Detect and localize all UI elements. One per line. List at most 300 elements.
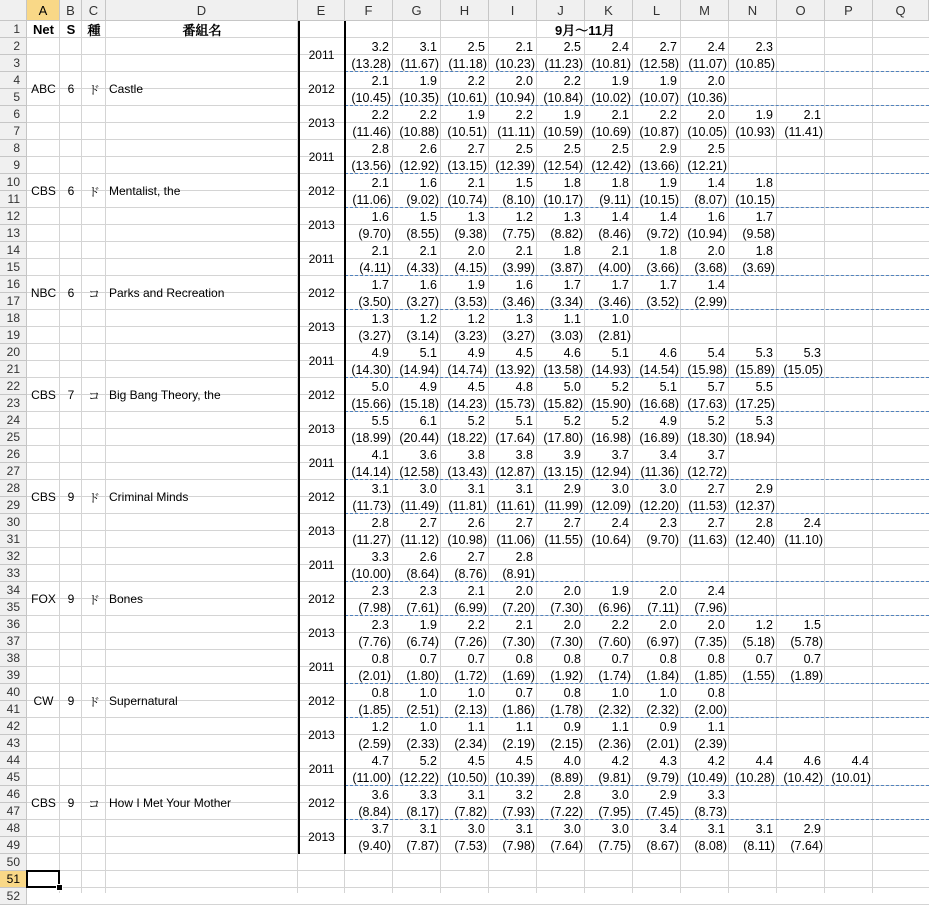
viewers-value: (15.98) xyxy=(687,362,727,377)
column-header-q[interactable]: Q xyxy=(873,0,929,21)
rating-value: 0.7 xyxy=(611,651,629,666)
row-header[interactable]: 32 xyxy=(0,548,27,565)
rating-value: 0.8 xyxy=(515,651,533,666)
rating-value: 2.7 xyxy=(419,515,437,530)
rating-value: 3.7 xyxy=(707,447,725,462)
row-header[interactable]: 17 xyxy=(0,293,27,310)
rating-value: 1.9 xyxy=(467,277,485,292)
row-header[interactable]: 2 xyxy=(0,38,27,55)
rating-value: 1.2 xyxy=(467,311,485,326)
network-name: ABC xyxy=(31,82,56,96)
rating-value: 4.4 xyxy=(755,753,773,768)
rating-value: 1.6 xyxy=(371,209,389,224)
season-year: 2012 xyxy=(308,796,335,810)
rating-value: 4.6 xyxy=(803,753,821,768)
viewers-value: (11.23) xyxy=(544,56,583,71)
rating-value: 1.9 xyxy=(419,617,437,632)
rating-value: 5.2 xyxy=(563,413,581,428)
rating-value: 3.1 xyxy=(467,787,485,802)
viewers-value: (7.20) xyxy=(502,600,535,615)
row-header[interactable]: 34 xyxy=(0,582,27,599)
row-header[interactable]: 46 xyxy=(0,786,27,803)
rating-value: 3.3 xyxy=(419,787,437,802)
season-year: 2013 xyxy=(308,830,335,844)
rating-value: 2.1 xyxy=(803,107,821,122)
row-header[interactable]: 26 xyxy=(0,446,27,463)
rating-value: 2.2 xyxy=(371,107,389,122)
viewers-value: (11.12) xyxy=(400,532,439,547)
rating-value: 2.5 xyxy=(515,141,533,156)
rating-value: 4.8 xyxy=(515,379,533,394)
row-header[interactable]: 8 xyxy=(0,140,27,157)
viewers-value: (12.58) xyxy=(399,464,439,479)
row-header[interactable]: 5 xyxy=(0,89,27,106)
row-header[interactable]: 39 xyxy=(0,667,27,684)
rating-value: 1.6 xyxy=(707,209,725,224)
row-header[interactable]: 11 xyxy=(0,191,27,208)
row-header[interactable]: 48 xyxy=(0,820,27,837)
column-header-g[interactable]: G xyxy=(393,0,441,21)
viewers-value: (2.13) xyxy=(454,702,487,717)
rating-value: 2.1 xyxy=(611,107,629,122)
rating-value: 2.8 xyxy=(515,549,533,564)
rating-value: 1.1 xyxy=(611,719,629,734)
rating-value: 3.7 xyxy=(611,447,629,462)
column-header-f[interactable]: F xyxy=(345,0,393,21)
column-header-p[interactable]: P xyxy=(825,0,873,21)
viewers-value: (16.98) xyxy=(591,430,631,445)
rating-value: 3.0 xyxy=(467,821,485,836)
program-name: How I Met Your Mother xyxy=(109,796,232,810)
rating-value: 1.8 xyxy=(659,243,677,258)
viewers-value: (8.46) xyxy=(598,226,631,241)
viewers-value: (7.60) xyxy=(598,634,631,649)
rating-value: 1.7 xyxy=(755,209,773,224)
viewers-value: (6.97) xyxy=(646,634,679,649)
viewers-value: (6.99) xyxy=(454,600,487,615)
rating-value: 5.2 xyxy=(467,413,485,428)
viewers-value: (11.41) xyxy=(784,124,823,139)
viewers-value: (10.93) xyxy=(735,124,775,139)
rating-value: 5.4 xyxy=(707,345,725,360)
row-header[interactable]: 13 xyxy=(0,225,27,242)
viewers-value: (8.17) xyxy=(406,804,439,819)
rating-value: 2.9 xyxy=(755,481,773,496)
rating-value: 4.9 xyxy=(371,345,389,360)
row-header[interactable]: 7 xyxy=(0,123,27,140)
column-header-m[interactable]: M xyxy=(681,0,729,21)
rating-value: 3.3 xyxy=(707,787,725,802)
column-header-j[interactable]: J xyxy=(537,0,585,21)
viewers-value: (18.94) xyxy=(735,430,775,445)
rating-value: 5.1 xyxy=(515,413,533,428)
row-header[interactable]: 21 xyxy=(0,361,27,378)
rating-value: 2.1 xyxy=(515,243,533,258)
viewers-value: (13.58) xyxy=(543,362,583,377)
viewers-value: (2.36) xyxy=(598,736,631,751)
rating-value: 1.1 xyxy=(515,719,533,734)
rating-value: 2.4 xyxy=(707,39,725,54)
rating-value: 5.0 xyxy=(563,379,581,394)
rating-value: 0.7 xyxy=(467,651,485,666)
viewers-value: (12.40) xyxy=(735,532,775,547)
viewers-value: (10.50) xyxy=(447,770,487,785)
row-header[interactable]: 25 xyxy=(0,429,27,446)
rating-value: 2.7 xyxy=(707,481,725,496)
rating-value: 1.6 xyxy=(515,277,533,292)
rating-value: 1.5 xyxy=(515,175,533,190)
row-header[interactable]: 30 xyxy=(0,514,27,531)
viewers-value: (1.78) xyxy=(550,702,583,717)
rating-value: 2.4 xyxy=(611,39,629,54)
viewers-value: (3.27) xyxy=(358,328,391,343)
viewers-value: (1.89) xyxy=(790,668,823,683)
row-header[interactable]: 14 xyxy=(0,242,27,259)
rating-value: 2.7 xyxy=(563,515,581,530)
viewers-value: (8.55) xyxy=(406,226,439,241)
rating-value: 1.2 xyxy=(419,311,437,326)
column-header-i[interactable]: I xyxy=(489,0,537,21)
viewers-value: (15.89) xyxy=(735,362,775,377)
rating-value: 3.4 xyxy=(659,821,677,836)
column-header-l[interactable]: L xyxy=(633,0,681,21)
rating-value: 2.6 xyxy=(419,549,437,564)
row-header[interactable]: 52 xyxy=(0,888,27,905)
row-header[interactable]: 27 xyxy=(0,463,27,480)
rating-value: 2.8 xyxy=(371,515,389,530)
rating-value: 4.9 xyxy=(467,345,485,360)
rating-value: 0.8 xyxy=(371,685,389,700)
viewers-value: (10.35) xyxy=(399,90,439,105)
row-header[interactable]: 38 xyxy=(0,650,27,667)
select-all-corner[interactable] xyxy=(0,0,27,21)
rating-value: 2.3 xyxy=(755,39,773,54)
viewers-value: (3.27) xyxy=(406,294,439,309)
viewers-value: (8.08) xyxy=(694,838,727,853)
season-year: 2013 xyxy=(308,626,335,640)
rating-value: 5.2 xyxy=(419,753,437,768)
rating-value: 2.0 xyxy=(515,583,533,598)
program-name: Criminal Minds xyxy=(109,490,189,504)
row-header[interactable]: 44 xyxy=(0,752,27,769)
column-header-a[interactable]: A xyxy=(27,0,60,21)
viewers-value: (1.69) xyxy=(502,668,535,683)
viewers-value: (12.21) xyxy=(687,158,727,173)
viewers-value: (10.84) xyxy=(543,90,583,105)
rating-value: 4.1 xyxy=(371,447,389,462)
rating-value: 5.0 xyxy=(371,379,389,394)
row-header[interactable]: 22 xyxy=(0,378,27,395)
viewers-value: (3.27) xyxy=(502,328,535,343)
rating-value: 4.6 xyxy=(659,345,677,360)
row-header[interactable]: 20 xyxy=(0,344,27,361)
program-type: コ xyxy=(87,388,100,403)
viewers-value: (18.30) xyxy=(687,430,727,445)
viewers-value: (1.74) xyxy=(598,668,631,683)
rating-value: 1.8 xyxy=(563,243,581,258)
season-number: 6 xyxy=(67,82,75,96)
rating-value: 2.1 xyxy=(419,243,437,258)
viewers-value: (7.61) xyxy=(406,600,439,615)
viewers-value: (9.11) xyxy=(599,192,631,207)
viewers-value: (10.05) xyxy=(687,124,727,139)
rating-value: 3.1 xyxy=(515,481,533,496)
rating-value: 2.1 xyxy=(515,617,533,632)
row-header[interactable]: 40 xyxy=(0,684,27,701)
row-header[interactable]: 31 xyxy=(0,531,27,548)
rating-value: 3.2 xyxy=(515,787,533,802)
rating-value: 1.4 xyxy=(611,209,629,224)
rating-value: 1.0 xyxy=(419,685,437,700)
viewers-value: (1.85) xyxy=(694,668,727,683)
rating-value: 3.0 xyxy=(419,481,437,496)
viewers-value: (15.05) xyxy=(783,362,823,377)
row-header[interactable]: 10 xyxy=(0,174,27,191)
viewers-value: (2.01) xyxy=(358,668,391,683)
rating-value: 3.3 xyxy=(371,549,389,564)
row-header[interactable]: 16 xyxy=(0,276,27,293)
rating-value: 4.2 xyxy=(611,753,629,768)
rating-value: 2.2 xyxy=(467,617,485,632)
rating-value: 3.1 xyxy=(707,821,725,836)
row-header[interactable]: 33 xyxy=(0,565,27,582)
rating-value: 4.7 xyxy=(371,753,389,768)
viewers-value: (7.35) xyxy=(694,634,727,649)
viewers-value: (6.96) xyxy=(598,600,631,615)
row-header[interactable]: 50 xyxy=(0,854,27,871)
rating-value: 1.4 xyxy=(707,175,725,190)
rating-value: 5.2 xyxy=(611,413,629,428)
column-header-n[interactable]: N xyxy=(729,0,777,21)
rating-value: 1.9 xyxy=(419,73,437,88)
row-header[interactable]: 9 xyxy=(0,157,27,174)
rating-value: 3.1 xyxy=(467,481,485,496)
viewers-value: (11.18) xyxy=(448,56,487,71)
viewers-value: (8.82) xyxy=(550,226,583,241)
viewers-value: (11.73) xyxy=(352,498,391,513)
viewers-value: (14.74) xyxy=(447,362,487,377)
viewers-value: (10.69) xyxy=(591,124,631,139)
rating-value: 2.4 xyxy=(803,515,821,530)
season-number: 9 xyxy=(67,694,75,708)
viewers-value: (2.00) xyxy=(694,702,727,717)
rating-value: 3.1 xyxy=(755,821,773,836)
row-header[interactable]: 18 xyxy=(0,310,27,327)
row-header[interactable]: 19 xyxy=(0,327,27,344)
program-name: Bones xyxy=(109,592,144,606)
viewers-value: (10.94) xyxy=(687,226,727,241)
rating-value: 1.9 xyxy=(611,583,629,598)
rating-value: 3.0 xyxy=(611,821,629,836)
viewers-value: (9.72) xyxy=(646,226,679,241)
rating-value: 2.1 xyxy=(371,175,389,190)
viewers-value: (1.86) xyxy=(502,702,535,717)
viewers-value: (10.94) xyxy=(495,90,535,105)
row-header[interactable]: 35 xyxy=(0,599,27,616)
viewers-value: (11.53) xyxy=(688,498,727,513)
column-header-d[interactable]: D xyxy=(106,0,298,21)
row-header[interactable]: 36 xyxy=(0,616,27,633)
row-header[interactable]: 12 xyxy=(0,208,27,225)
row-header[interactable]: 49 xyxy=(0,837,27,854)
row-header[interactable]: 51 xyxy=(0,871,27,888)
gridline-h xyxy=(27,887,929,888)
rating-value: 3.9 xyxy=(563,447,581,462)
viewers-value: (11.67) xyxy=(400,56,439,71)
viewers-value: (8.89) xyxy=(550,770,583,785)
viewers-value: (15.90) xyxy=(591,396,631,411)
rating-value: 4.0 xyxy=(563,753,581,768)
viewers-value: (12.87) xyxy=(495,464,535,479)
rating-value: 1.3 xyxy=(467,209,485,224)
row-header[interactable]: 15 xyxy=(0,259,27,276)
rating-value: 2.3 xyxy=(659,515,677,530)
viewers-value: (10.74) xyxy=(447,192,487,207)
rating-value: 1.4 xyxy=(707,277,725,292)
program-type: コ xyxy=(87,796,100,811)
rating-value: 2.2 xyxy=(419,107,437,122)
rating-value: 1.0 xyxy=(467,685,485,700)
viewers-value: (7.64) xyxy=(790,838,823,853)
active-cell-a51[interactable] xyxy=(26,870,60,888)
rating-value: 3.1 xyxy=(371,481,389,496)
row-header[interactable]: 6 xyxy=(0,106,27,123)
rating-value: 1.3 xyxy=(371,311,389,326)
column-header-e[interactable]: E xyxy=(298,0,345,21)
rating-value: 1.1 xyxy=(563,311,581,326)
viewers-value: (2.51) xyxy=(406,702,439,717)
row-header[interactable]: 29 xyxy=(0,497,27,514)
rating-value: 2.0 xyxy=(659,583,677,598)
rating-value: 0.9 xyxy=(563,719,581,734)
viewers-value: (3.03) xyxy=(550,328,583,343)
viewers-value: (7.30) xyxy=(502,634,535,649)
rating-value: 1.9 xyxy=(467,107,485,122)
column-header-c[interactable]: C xyxy=(82,0,106,21)
column-header-o[interactable]: O xyxy=(777,0,825,21)
row-header[interactable]: 37 xyxy=(0,633,27,650)
rating-value: 2.4 xyxy=(611,515,629,530)
rating-value: 2.2 xyxy=(563,73,581,88)
column-header-h[interactable]: H xyxy=(441,0,489,21)
column-header-k[interactable]: K xyxy=(585,0,633,21)
row-header[interactable]: 45 xyxy=(0,769,27,786)
rating-value: 2.2 xyxy=(611,617,629,632)
viewers-value: (15.66) xyxy=(351,396,391,411)
program-name: Castle xyxy=(109,82,144,96)
program-type: コ xyxy=(87,286,100,301)
season-year: 2012 xyxy=(308,388,335,402)
column-header-b[interactable]: B xyxy=(60,0,82,21)
rating-value: 5.5 xyxy=(755,379,773,394)
viewers-value: (11.63) xyxy=(688,532,727,547)
row-header[interactable]: 42 xyxy=(0,718,27,735)
rating-value: 0.8 xyxy=(563,651,581,666)
rating-value: 1.0 xyxy=(659,685,677,700)
rating-value: 5.1 xyxy=(419,345,437,360)
rating-value: 3.0 xyxy=(611,481,629,496)
rating-value: 4.5 xyxy=(467,379,485,394)
rating-value: 1.4 xyxy=(659,209,677,224)
header-period: 9月～11月 xyxy=(555,23,615,38)
viewers-value: (10.36) xyxy=(687,90,727,105)
rating-value: 0.8 xyxy=(563,685,581,700)
rating-value: 2.3 xyxy=(371,583,389,598)
viewers-value: (3.87) xyxy=(550,260,583,275)
viewers-value: (17.63) xyxy=(687,396,727,411)
fill-handle[interactable] xyxy=(56,884,63,891)
viewers-value: (14.14) xyxy=(351,464,391,479)
row-header[interactable]: 1 xyxy=(0,21,27,38)
viewers-value: (18.99) xyxy=(351,430,391,445)
rating-value: 5.3 xyxy=(755,345,773,360)
viewers-value: (10.07) xyxy=(639,90,679,105)
rating-value: 1.8 xyxy=(755,175,773,190)
row-header[interactable]: 23 xyxy=(0,395,27,412)
viewers-value: (10.00) xyxy=(351,566,391,581)
rating-value: 2.1 xyxy=(515,39,533,54)
viewers-value: (10.61) xyxy=(447,90,487,105)
rating-value: 4.6 xyxy=(563,345,581,360)
season-year: 2012 xyxy=(308,82,335,96)
rating-value: 2.2 xyxy=(659,107,677,122)
viewers-value: (5.78) xyxy=(790,634,823,649)
rating-value: 1.7 xyxy=(563,277,581,292)
viewers-value: (6.74) xyxy=(406,634,439,649)
season-number: 7 xyxy=(67,388,75,402)
rating-value: 4.5 xyxy=(467,753,485,768)
row-header[interactable]: 4 xyxy=(0,72,27,89)
viewers-value: (13.43) xyxy=(447,464,487,479)
row-header[interactable]: 43 xyxy=(0,735,27,752)
rating-value: 1.1 xyxy=(707,719,725,734)
season-year: 2013 xyxy=(308,218,335,232)
viewers-value: (4.11) xyxy=(359,260,391,275)
row-header[interactable]: 3 xyxy=(0,55,27,72)
row-header[interactable]: 28 xyxy=(0,480,27,497)
rating-value: 2.9 xyxy=(659,141,677,156)
viewers-value: (8.64) xyxy=(406,566,439,581)
row-header[interactable]: 24 xyxy=(0,412,27,429)
viewers-value: (3.66) xyxy=(646,260,679,275)
rating-value: 2.5 xyxy=(467,39,485,54)
viewers-value: (9.70) xyxy=(646,532,679,547)
viewers-value: (3.34) xyxy=(550,294,583,309)
season-number: 6 xyxy=(67,184,75,198)
viewers-value: (9.02) xyxy=(406,192,439,207)
rating-value: 2.1 xyxy=(371,73,389,88)
program-name: Big Bang Theory, the xyxy=(109,388,221,402)
viewers-value: (1.72) xyxy=(454,668,487,683)
rating-value: 1.1 xyxy=(467,719,485,734)
header-net: Net xyxy=(33,22,54,37)
network-name: CBS xyxy=(31,388,56,402)
row-header[interactable]: 47 xyxy=(0,803,27,820)
season-year: 2012 xyxy=(308,286,335,300)
rating-value: 3.2 xyxy=(371,39,389,54)
viewers-value: (10.51) xyxy=(447,124,487,139)
rating-value: 2.1 xyxy=(467,583,485,598)
row-header[interactable]: 41 xyxy=(0,701,27,718)
program-name: Supernatural xyxy=(109,694,178,708)
viewers-value: (3.99) xyxy=(502,260,535,275)
season-year: 2012 xyxy=(308,490,335,504)
viewers-value: (11.55) xyxy=(544,532,583,547)
viewers-value: (12.58) xyxy=(639,56,679,71)
rating-value: 2.1 xyxy=(467,175,485,190)
viewers-value: (7.30) xyxy=(550,634,583,649)
viewers-value: (10.17) xyxy=(543,192,583,207)
